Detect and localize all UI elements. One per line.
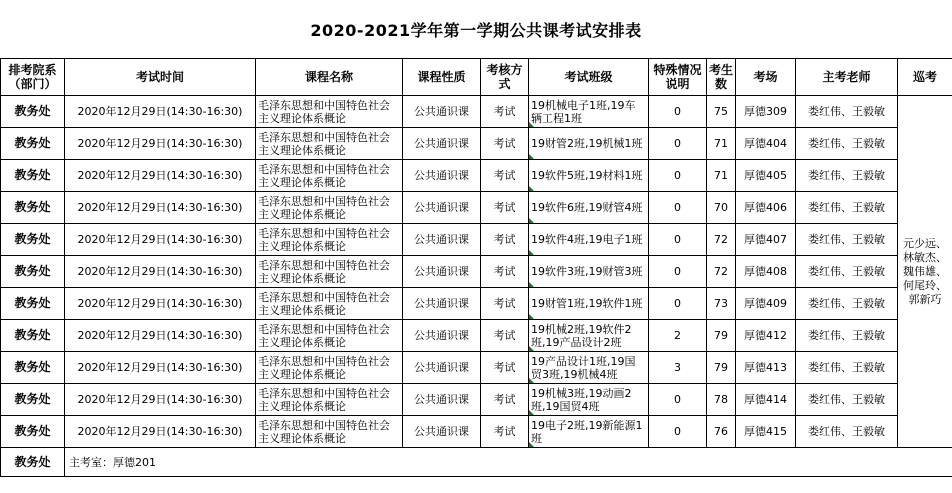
special-cell: 0	[649, 288, 707, 320]
special-cell: 0	[649, 416, 707, 448]
room-cell: 厚德405	[736, 160, 796, 192]
table-row	[1, 128, 952, 160]
dept-cell: 教务处	[1, 128, 65, 160]
method-cell: 考试	[481, 224, 529, 256]
nature-cell: 公共通识课	[403, 320, 481, 352]
header-row	[1, 59, 952, 96]
special-cell: 0	[649, 224, 707, 256]
room-cell: 厚德309	[736, 96, 796, 128]
nature-cell: 公共通识课	[403, 256, 481, 288]
comment-marker-icon	[529, 122, 534, 127]
course-cell: 毛泽东思想和中国特色社会主义理论体系概论	[256, 352, 403, 384]
dept-cell: 教务处	[1, 96, 65, 128]
room-cell: 厚德415	[736, 416, 796, 448]
method-cell: 考试	[481, 192, 529, 224]
count-cell: 70	[707, 192, 736, 224]
method-cell: 考试	[481, 416, 529, 448]
teacher-cell: 娄红伟、王毅敏	[796, 128, 898, 160]
nature-cell: 公共通识课	[403, 128, 481, 160]
course-cell: 毛泽东思想和中国特色社会主义理论体系概论	[256, 224, 403, 256]
table-row	[1, 416, 952, 448]
comment-marker-icon	[529, 218, 534, 223]
table-row	[1, 384, 952, 416]
special-cell: 0	[649, 256, 707, 288]
count-cell: 78	[707, 384, 736, 416]
header-method: 考核方式	[481, 59, 529, 96]
course-cell: 毛泽东思想和中国特色社会主义理论体系概论	[256, 128, 403, 160]
count-cell: 71	[707, 128, 736, 160]
room-cell: 厚德406	[736, 192, 796, 224]
classes-text: 19机械电子1班,19车辆工程1班	[531, 98, 636, 125]
dept-cell: 教务处	[1, 416, 65, 448]
nature-cell: 公共通识课	[403, 384, 481, 416]
dept-cell: 教务处	[1, 320, 65, 352]
room-cell: 厚德414	[736, 384, 796, 416]
classes-cell	[529, 256, 649, 288]
classes-cell	[529, 224, 649, 256]
time-cell: 2020年12月29日(14:30-16:30)	[65, 288, 256, 320]
teacher-cell: 娄红伟、王毅敏	[796, 320, 898, 352]
count-cell: 72	[707, 256, 736, 288]
special-cell: 0	[649, 128, 707, 160]
classes-cell	[529, 416, 649, 448]
nature-cell: 公共通识课	[403, 224, 481, 256]
table-row	[1, 288, 952, 320]
classes-cell	[529, 352, 649, 384]
classes-text: 19软件6班,19财管4班	[531, 201, 643, 214]
classes-cell	[529, 160, 649, 192]
time-cell: 2020年12月29日(14:30-16:30)	[65, 192, 256, 224]
count-cell: 75	[707, 96, 736, 128]
nature-cell: 公共通识课	[403, 416, 481, 448]
table-row	[1, 96, 952, 128]
classes-text: 19财管1班,19软件1班	[531, 297, 643, 310]
footer-row	[1, 448, 952, 477]
table-row	[1, 320, 952, 352]
table-row	[1, 224, 952, 256]
dept-cell: 教务处	[1, 224, 65, 256]
comment-marker-icon	[529, 282, 534, 287]
table-row	[1, 192, 952, 224]
time-cell: 2020年12月29日(14:30-16:30)	[65, 352, 256, 384]
course-cell: 毛泽东思想和中国特色社会主义理论体系概论	[256, 320, 403, 352]
classes-cell	[529, 320, 649, 352]
count-cell: 79	[707, 320, 736, 352]
comment-marker-icon	[529, 186, 534, 191]
method-cell: 考试	[481, 160, 529, 192]
time-cell: 2020年12月29日(14:30-16:30)	[65, 96, 256, 128]
classes-text: 19财管2班,19机械1班	[531, 137, 643, 150]
header-special: 特殊情况说明	[649, 59, 707, 96]
classes-text: 19软件3班,19财管3班	[531, 265, 643, 278]
comment-marker-icon	[529, 250, 534, 255]
method-cell: 考试	[481, 384, 529, 416]
dept-cell: 教务处	[1, 256, 65, 288]
room-cell: 厚德413	[736, 352, 796, 384]
classes-cell	[529, 192, 649, 224]
teacher-cell: 娄红伟、王毅敏	[796, 384, 898, 416]
header-teacher: 主考老师	[796, 59, 898, 96]
teacher-cell: 娄红伟、王毅敏	[796, 96, 898, 128]
header-nature: 课程性质	[403, 59, 481, 96]
footer-dept-cell: 教务处	[1, 448, 65, 477]
teacher-cell: 娄红伟、王毅敏	[796, 256, 898, 288]
dept-cell: 教务处	[1, 160, 65, 192]
teacher-cell: 娄红伟、王毅敏	[796, 160, 898, 192]
header-count: 考生数	[707, 59, 736, 96]
method-cell: 考试	[481, 96, 529, 128]
table-row	[1, 256, 952, 288]
count-cell: 72	[707, 224, 736, 256]
comment-marker-icon	[529, 314, 534, 319]
special-cell: 0	[649, 160, 707, 192]
comment-marker-icon	[529, 378, 534, 383]
header-course: 课程名称	[256, 59, 403, 96]
room-cell: 厚德404	[736, 128, 796, 160]
classes-cell	[529, 96, 649, 128]
header-time: 考试时间	[65, 59, 256, 96]
count-cell: 71	[707, 160, 736, 192]
header-invigilator: 巡考	[898, 59, 952, 96]
page-title: 2020-2021学年第一学期公共课考试安排表	[310, 20, 642, 40]
header-dept: 排考院系（部门）	[1, 59, 65, 96]
course-cell: 毛泽东思想和中国特色社会主义理论体系概论	[256, 96, 403, 128]
time-cell: 2020年12月29日(14:30-16:30)	[65, 384, 256, 416]
comment-marker-icon	[529, 410, 534, 415]
time-cell: 2020年12月29日(14:30-16:30)	[65, 416, 256, 448]
comment-marker-icon	[529, 346, 534, 351]
table-row	[1, 352, 952, 384]
exam-schedule-table	[0, 58, 952, 477]
method-cell: 考试	[481, 352, 529, 384]
teacher-cell: 娄红伟、王毅敏	[796, 288, 898, 320]
dept-cell: 教务处	[1, 384, 65, 416]
count-cell: 76	[707, 416, 736, 448]
nature-cell: 公共通识课	[403, 288, 481, 320]
special-cell: 0	[649, 192, 707, 224]
teacher-cell: 娄红伟、王毅敏	[796, 224, 898, 256]
course-cell: 毛泽东思想和中国特色社会主义理论体系概论	[256, 384, 403, 416]
special-cell: 2	[649, 320, 707, 352]
special-cell: 3	[649, 352, 707, 384]
room-cell: 厚德407	[736, 224, 796, 256]
classes-text: 19机械3班,19动画2班,19国贸4班	[531, 386, 632, 413]
method-cell: 考试	[481, 288, 529, 320]
time-cell: 2020年12月29日(14:30-16:30)	[65, 160, 256, 192]
time-cell: 2020年12月29日(14:30-16:30)	[65, 128, 256, 160]
classes-cell	[529, 384, 649, 416]
teacher-cell: 娄红伟、王毅敏	[796, 192, 898, 224]
course-cell: 毛泽东思想和中国特色社会主义理论体系概论	[256, 192, 403, 224]
classes-text: 19软件5班,19材料1班	[531, 169, 643, 182]
nature-cell: 公共通识课	[403, 352, 481, 384]
main-exam-room: 主考室：厚德201	[65, 448, 952, 477]
dept-cell: 教务处	[1, 192, 65, 224]
classes-text: 19机械2班,19软件2班,19产品设计2班	[531, 322, 632, 349]
header-classes: 考试班级	[529, 59, 649, 96]
dept-cell: 教务处	[1, 288, 65, 320]
count-cell: 73	[707, 288, 736, 320]
course-cell: 毛泽东思想和中国特色社会主义理论体系概论	[256, 256, 403, 288]
dept-cell: 教务处	[1, 352, 65, 384]
room-cell: 厚德412	[736, 320, 796, 352]
time-cell: 2020年12月29日(14:30-16:30)	[65, 256, 256, 288]
course-cell: 毛泽东思想和中国特色社会主义理论体系概论	[256, 160, 403, 192]
classes-text: 19软件4班,19电子1班	[531, 233, 643, 246]
comment-marker-icon	[529, 442, 534, 447]
nature-cell: 公共通识课	[403, 160, 481, 192]
special-cell: 0	[649, 384, 707, 416]
table-row	[1, 160, 952, 192]
teacher-cell: 娄红伟、王毅敏	[796, 416, 898, 448]
comment-marker-icon	[529, 154, 534, 159]
method-cell: 考试	[481, 320, 529, 352]
time-cell: 2020年12月29日(14:30-16:30)	[65, 320, 256, 352]
invigilator-cell: 元少远、林敏杰、魏伟雄、何尾玲、郭新巧	[898, 96, 952, 448]
classes-cell	[529, 288, 649, 320]
classes-cell	[529, 128, 649, 160]
header-room: 考场	[736, 59, 796, 96]
teacher-cell: 娄红伟、王毅敏	[796, 352, 898, 384]
nature-cell: 公共通识课	[403, 96, 481, 128]
nature-cell: 公共通识课	[403, 192, 481, 224]
course-cell: 毛泽东思想和中国特色社会主义理论体系概论	[256, 288, 403, 320]
method-cell: 考试	[481, 128, 529, 160]
room-cell: 厚德409	[736, 288, 796, 320]
classes-text: 19电子2班,19新能源1班	[531, 418, 643, 445]
course-cell: 毛泽东思想和中国特色社会主义理论体系概论	[256, 416, 403, 448]
room-cell: 厚德408	[736, 256, 796, 288]
method-cell: 考试	[481, 256, 529, 288]
count-cell: 79	[707, 352, 736, 384]
time-cell: 2020年12月29日(14:30-16:30)	[65, 224, 256, 256]
classes-text: 19产品设计1班,19国贸3班,19机械4班	[531, 354, 636, 381]
special-cell: 0	[649, 96, 707, 128]
